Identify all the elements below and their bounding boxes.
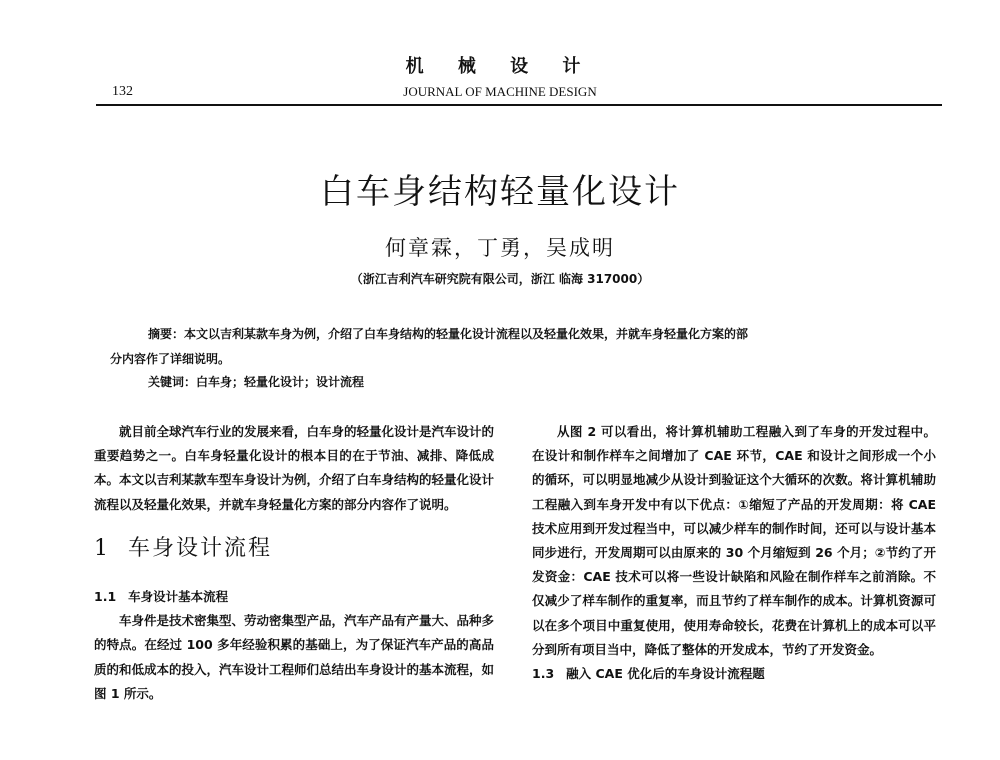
subsection-title: 车身设计基本流程 (128, 589, 229, 605)
abstract-line-2: 分内容作了详细说明。 (110, 352, 231, 366)
subsection-title: 融入 CAE 优化后的车身设计流程题 (566, 666, 765, 682)
section-number: 1 (94, 535, 110, 561)
subsection-heading-1-3 (532, 662, 936, 686)
abstract-line-1: 摘要：本文以吉利某款车身为例，介绍了白车身结构的轻量化设计流程以及轻量化效果，并就车身轻量化方案的部 (148, 327, 749, 341)
body-paragraph: 从图 2 可以看出，将计算机辅助工程融入到了车身的开发过程中。在设计和制作样车之间增加了 CAE 环节，CAE 和设计之间形成一个小的循环，可以明显地减少从设计到验证这个大循环的次数。将计算机辅助工程融入到车身开发中有以下优点：①缩短了产品的开发周期：将 CAE 技术应用到开发过程当中，可以减少样车的制作时间，还可以与设计基本同步进行，开发周期可以由原来的 30 个月缩短到 26 个月；②节约了开发资金：CAE 技术可以将一些设计缺陷和风险在制作样车之前消除。不仅减少了样车制作的重复率，而且节约了样车制作的成本。计算机资源可以在多个项目中重复使用，使用寿命较长，花费在计算机上的成本可以平分到所有项目当中，降低了整体的开发成本，节约了开发资金。 (532, 424, 936, 657)
section-title: 车身设计流程 (128, 535, 273, 561)
keywords: 关键词：白车身；轻量化设计；设计流程 (148, 375, 365, 389)
journal-title-cn: 机 械 设 计 (405, 56, 595, 77)
article-title: 白车身结构轻量化设计 (320, 172, 680, 212)
subsection-paragraph: 车身件是技术密集型、劳动密集型产品，汽车产品有产量大、品种多的特点。在经过 100 多年经验积累的基础上，为了保证汽车产品的高品质的和低成本的投入，汽车设计工程师们总结出车身设计的基本流程，如图 1 所示。 (94, 613, 495, 701)
subsection-heading-1-1 (94, 585, 494, 609)
section-heading-1 (94, 537, 494, 561)
article-authors: 何章霖，丁勇，吴成明 (385, 236, 615, 260)
page-number: 132 (112, 84, 133, 99)
left-column (94, 420, 494, 706)
journal-title-en: JOURNAL OF MACHINE DESIGN (403, 84, 597, 99)
intro-paragraph: 就目前全球汽车行业的发展来看，白车身的轻量化设计是汽车设计的重要趋势之一。白车身轻量化设计的根本目的在于节油、减排、降低成本。本文以吉利某款车型车身设计为例，介绍了白车身结构的轻量化设计流程以及轻量化效果，并就车身轻量化方案的部分内容作了说明。 (94, 424, 495, 512)
header-rule (96, 104, 942, 106)
right-column (532, 420, 936, 686)
subsection-number: 1.3 (532, 666, 555, 682)
author-affiliation: （浙江吉利汽车研究院有限公司，浙江 临海 317000） (350, 272, 650, 286)
subsection-number: 1.1 (94, 589, 117, 605)
abstract-continued (110, 344, 920, 375)
